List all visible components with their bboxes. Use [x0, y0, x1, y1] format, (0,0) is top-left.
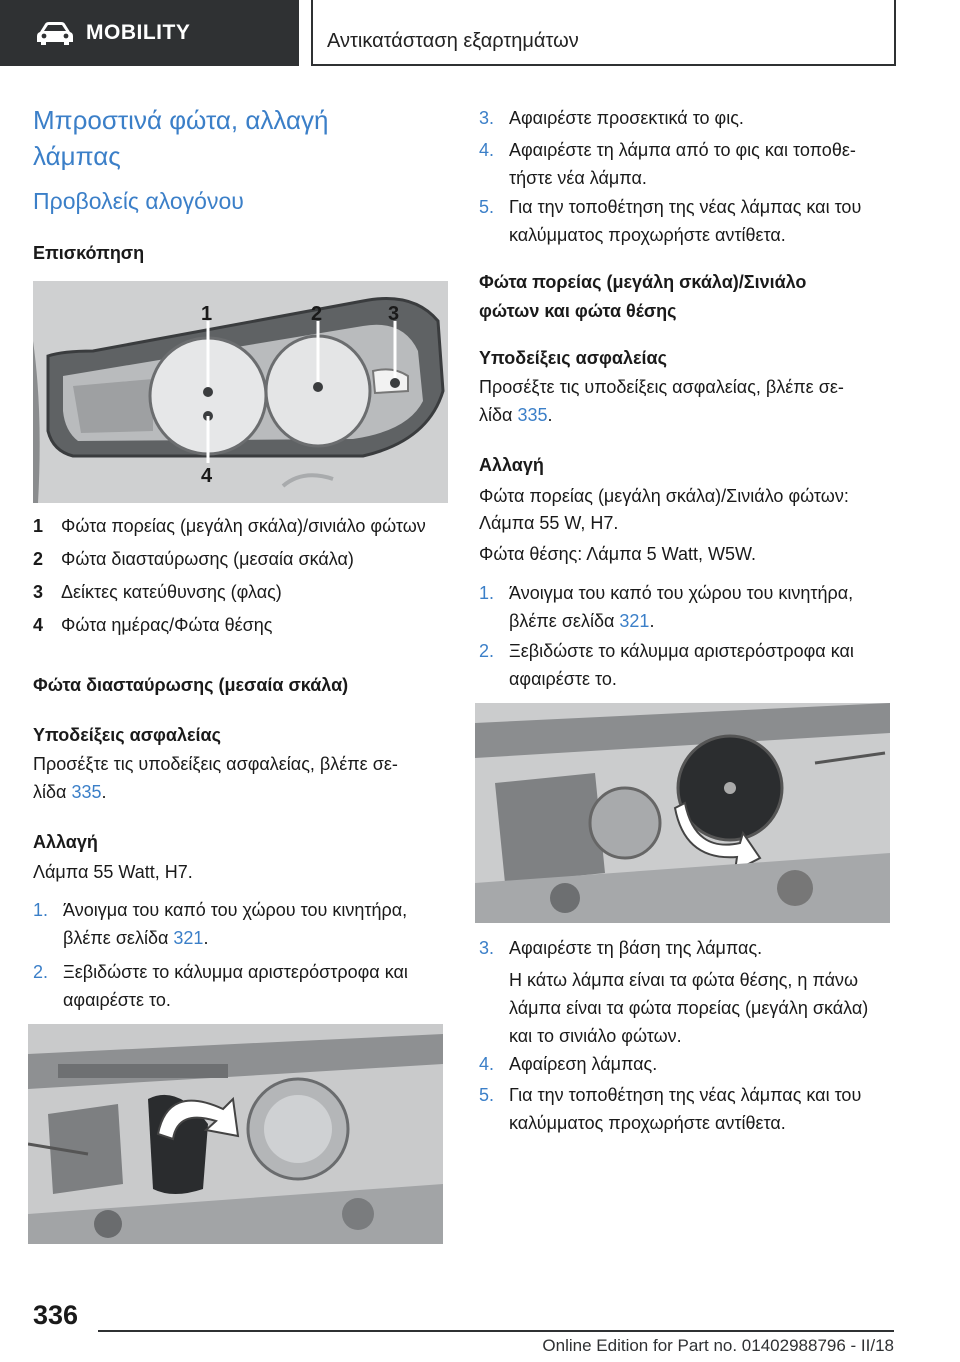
step-line: Ξεβιδώστε το κάλυμμα αριστερόστροφα και: [63, 962, 408, 982]
change-text: Φώτα πορείας (μεγάλη σκάλα)/Σινιάλο φώτων:: [479, 486, 849, 506]
step-text: Αφαιρέστε προσεκτικά το φις.: [509, 108, 744, 128]
section-tab[interactable]: [0, 0, 299, 66]
legend-text: Φώτα ημέρας/Φώτα θέσης: [61, 615, 273, 635]
safety-text-prefix: λίδα: [479, 405, 518, 425]
step-item: [479, 579, 894, 635]
step-number: 4.: [479, 1054, 495, 1074]
step-line: Για την τοποθέτηση της νέας λάμπας και του: [509, 1085, 862, 1105]
step-line: Ξεβιδώστε το κάλυμμα αριστερόστροφα και: [509, 641, 854, 661]
step-text: [509, 1081, 894, 1137]
legend-number: 2: [33, 549, 44, 569]
legend-item: [33, 580, 448, 604]
change-text: Λάμπα 55 W, H7.: [479, 513, 619, 533]
period: .: [547, 405, 553, 425]
step-item: [33, 896, 448, 952]
safety-heading: Υποδείξεις ασφαλείας: [479, 348, 667, 368]
safety-text-line: Προσέξτε τις υποδείξεις ασφαλείας, βλέπε σε-: [479, 377, 844, 397]
step-line: Άνοιγμα του καπό του χώρου του κινητήρα,: [509, 583, 854, 603]
period: .: [649, 611, 655, 631]
step-number: 5.: [479, 1085, 495, 1105]
step-item: [33, 958, 448, 1014]
safety-text-prefix: λίδα: [33, 782, 72, 802]
legend-item: [33, 547, 448, 571]
step-item: [479, 637, 894, 693]
period: .: [101, 782, 107, 802]
change-text: Λάμπα 55 Watt, H7.: [33, 862, 193, 882]
step-line: Αφαιρέστε τη λάμπα από το φις και τοποθε-: [509, 140, 856, 160]
step-line: αφαιρέστε το.: [509, 669, 617, 689]
step-item: [479, 934, 894, 962]
edition-text: Online Edition for Part no. 01402988796 - II/18: [542, 1336, 894, 1355]
chapter-title: Αντικατάσταση εξαρτημάτων: [327, 30, 579, 52]
step-number: 2.: [33, 962, 49, 982]
safety-text-line: [33, 778, 107, 806]
chapter-header: [311, 0, 896, 66]
step-text: [509, 579, 894, 635]
change-text: Φώτα θέσης: Λάμπα 5 Watt, W5W.: [479, 544, 756, 564]
overview-heading: Επισκόπηση: [33, 243, 145, 263]
callout-2: 2: [311, 303, 323, 325]
step-text: [509, 193, 894, 249]
note-line: λάμπα είναι τα φώτα πορείας (μεγάλη σκάλα): [509, 998, 869, 1018]
page-link-335[interactable]: 335: [71, 782, 102, 802]
step-number: 4.: [479, 140, 495, 160]
safety-heading: Υποδείξεις ασφαλείας: [33, 725, 221, 745]
step-line: βλέπε σελίδα: [509, 611, 620, 631]
lowbeam-heading: Φώτα διασταύρωσης (μεσαία σκάλα): [33, 675, 349, 695]
legend-text: Δείκτες κατεύθυνσης (φλας): [61, 582, 282, 602]
page-title: Μπροστινά φώτα, αλλαγή λάμπας: [33, 105, 329, 171]
safety-text-line: Προσέξτε τις υποδείξεις ασφαλείας, βλέπε σε-: [33, 754, 398, 774]
cover-removal-figure-left: [28, 1024, 443, 1244]
callout-3: 3: [388, 303, 400, 325]
step-item: [479, 1081, 894, 1137]
change-heading: Αλλαγή: [479, 455, 544, 475]
headlight-overview-figure: [33, 281, 448, 503]
heading-line: Φώτα πορείας (μεγάλη σκάλα)/Σινιάλο: [479, 272, 807, 292]
step-item: [479, 104, 894, 132]
step-number: 3.: [479, 108, 495, 128]
legend-text: Φώτα πορείας (μεγάλη σκάλα)/σινιάλο φώτων: [61, 516, 426, 536]
page-link-321[interactable]: 321: [173, 928, 204, 948]
page-link-335[interactable]: 335: [517, 405, 548, 425]
step-text: Αφαίρεση λάμπας.: [509, 1054, 658, 1074]
note-text: [509, 966, 894, 1050]
step-text: [63, 896, 448, 952]
legend-item: [33, 613, 448, 637]
step-number: 1.: [479, 583, 495, 603]
page-link-321[interactable]: 321: [619, 611, 650, 631]
period: .: [203, 928, 209, 948]
cover-removal-figure-right: [475, 703, 890, 923]
section-label: MOBILITY: [86, 21, 191, 44]
heading-line: φώτων και φώτα θέσης: [479, 301, 677, 321]
legend-number: 1: [33, 516, 44, 536]
step-number: 1.: [33, 900, 49, 920]
callout-1: 1: [201, 303, 213, 325]
step-line: Άνοιγμα του καπό του χώρου του κινητήρα,: [63, 900, 408, 920]
step-item: [479, 1050, 894, 1078]
car-icon: [36, 20, 74, 46]
legend-item: [33, 514, 448, 538]
step-line: καλύμματος προχωρήστε αντίθετα.: [509, 1113, 786, 1133]
legend-number: 3: [33, 582, 44, 602]
engine-bay-illustration: [475, 703, 890, 923]
note-line: Η κάτω λάμπα είναι τα φώτα θέσης, η πάνω: [509, 970, 859, 990]
step-text: Αφαιρέστε τη βάση της λάμπας.: [509, 938, 763, 958]
callout-4: 4: [201, 465, 213, 487]
step-line: αφαιρέστε το.: [63, 990, 171, 1010]
step-number: 2.: [479, 641, 495, 661]
step-line: Για την τοποθέτηση της νέας λάμπας και του: [509, 197, 862, 217]
step-text: [509, 637, 894, 693]
engine-bay-illustration: [28, 1024, 443, 1244]
right-column: [479, 96, 894, 1286]
highbeam-heading: [479, 268, 806, 326]
headlight-illustration: [33, 281, 448, 503]
step-item: [479, 136, 894, 192]
legend-number: 4: [33, 615, 44, 635]
page-number: 336: [33, 1300, 79, 1330]
step-item: [479, 193, 894, 249]
note-line: και το σινιάλο φώτων.: [509, 1026, 682, 1046]
left-column: [33, 96, 448, 1286]
change-heading: Αλλαγή: [33, 832, 98, 852]
step-text: [63, 958, 448, 1014]
footer-divider: [98, 1330, 894, 1332]
step-text: [509, 136, 894, 192]
legend-text: Φώτα διασταύρωσης (μεσαία σκάλα): [61, 549, 354, 569]
step-line: βλέπε σελίδα: [63, 928, 174, 948]
step-number: 5.: [479, 197, 495, 217]
section-subtitle: Προβολείς αλογόνου: [33, 188, 244, 214]
step-number: 3.: [479, 938, 495, 958]
safety-text-line: [479, 401, 553, 429]
step-line: τήστε νέα λάμπα.: [509, 168, 647, 188]
step-line: καλύμματος προχωρήστε αντίθετα.: [509, 225, 786, 245]
